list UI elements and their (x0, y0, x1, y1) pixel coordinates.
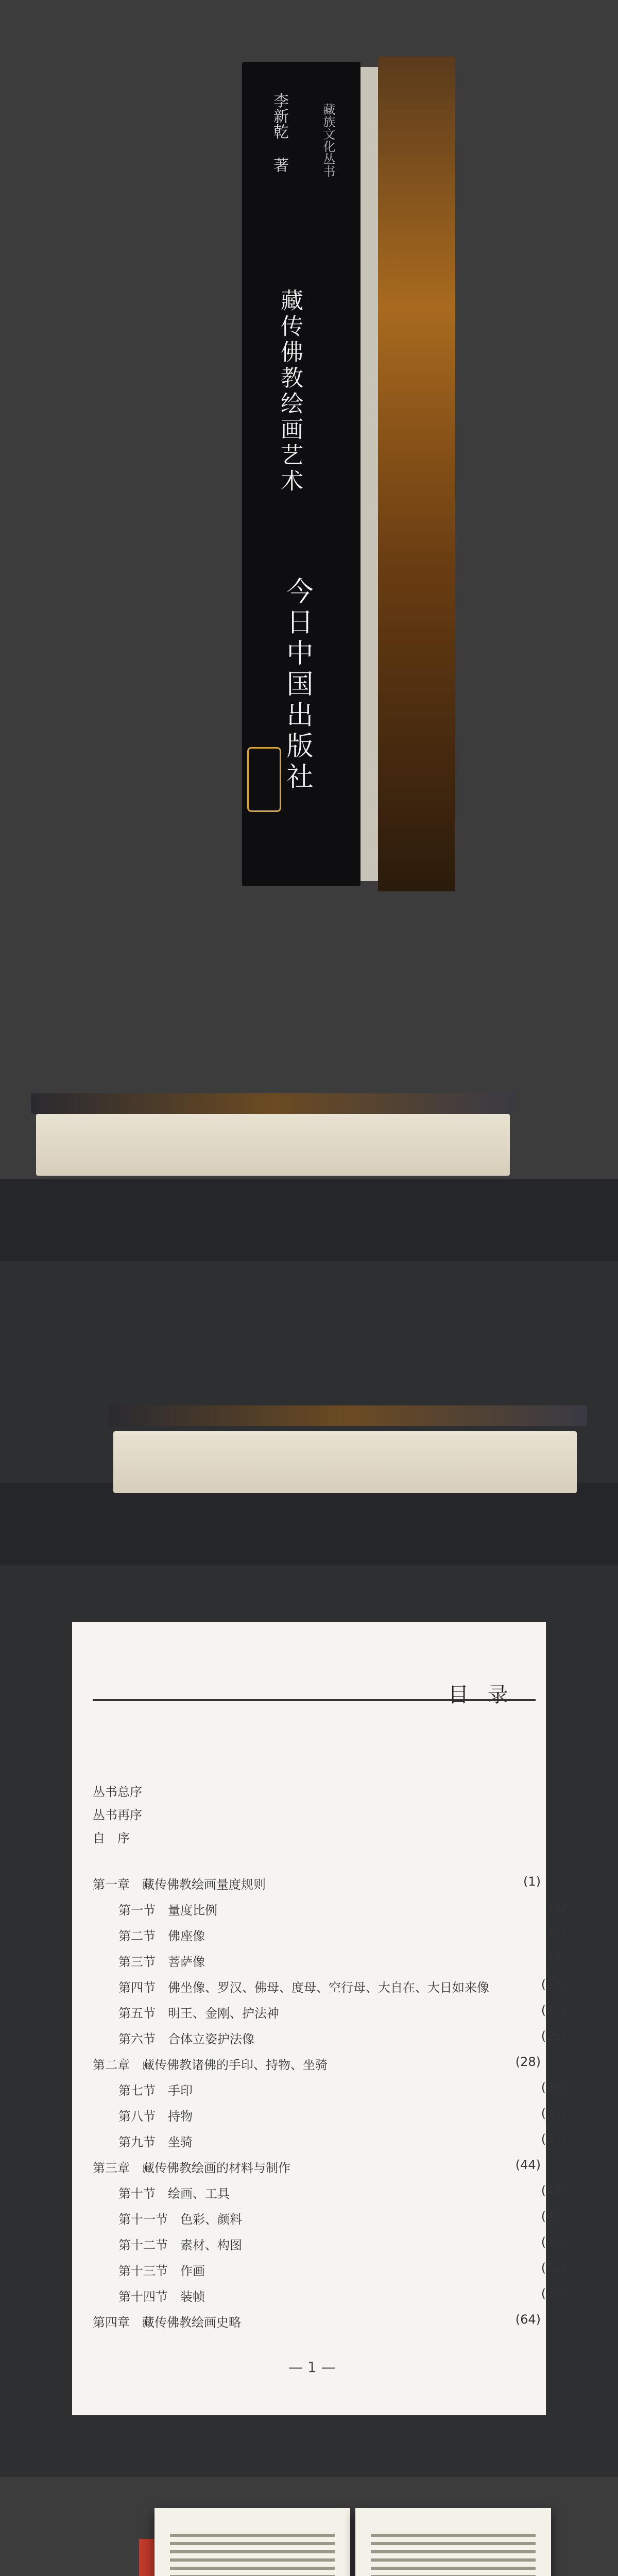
toc-entry (93, 1874, 541, 1892)
publisher-logo-icon (247, 747, 281, 812)
toc-entry-title: 第九节 坐骑 (118, 2135, 193, 2149)
toc-entry-page: (52) (541, 2261, 566, 2275)
toc-entry (93, 2055, 541, 2073)
toc-entry (118, 1926, 566, 1944)
book-pages (36, 1114, 510, 1176)
left-page (154, 2508, 350, 2576)
front-matter-1: 丛书总序 (93, 1785, 142, 1799)
toc-entry-title: 第十三节 作画 (118, 2264, 205, 2278)
toc-entry-page: (44) (515, 2158, 541, 2172)
toc-entry-title: 第八节 持物 (118, 2109, 193, 2124)
spine-publisher: 今日中国出版社 (282, 577, 313, 793)
open-book-photo-1 (0, 2477, 618, 2576)
toc-entry-title: 第六节 合体立姿护法像 (118, 2032, 254, 2046)
toc-entry (118, 1952, 566, 1970)
toc-entry-title: 第三节 菩萨像 (118, 1955, 205, 1969)
toc-entry-page: (29) (541, 2080, 566, 2095)
toc-entry (118, 2106, 566, 2124)
toc-entry (118, 2286, 566, 2304)
toc-entry (118, 1900, 566, 1918)
table-surface (0, 1179, 618, 1261)
book-cover-edge (108, 1405, 587, 1426)
front-matter-3: 自 序 (93, 1831, 130, 1845)
cover-edge (378, 57, 455, 891)
toc-entry-title: 第三章 藏传佛教绘画的材料与制作 (93, 2161, 290, 2175)
page-edge (360, 67, 378, 881)
toc-entry (118, 2132, 566, 2150)
toc-entry-page: (3) (549, 1952, 566, 1966)
toc-rule (93, 1699, 536, 1701)
toc-entry (118, 1977, 566, 1995)
toc-entry (118, 2029, 566, 2047)
table-surface (0, 1483, 618, 1565)
toc-entry-page: (48) (541, 2235, 566, 2249)
toc-entry-page: (44) (541, 2183, 566, 2198)
toc-entry-page: (37) (541, 2132, 566, 2146)
toc-entry-page: (33) (541, 2106, 566, 2121)
toc-entry-page: (1) (523, 1874, 541, 1889)
book-side-photo-1 (0, 959, 618, 1261)
toc-heading: 目 录 (448, 1683, 514, 1707)
toc-entry-title: 第二节 佛座像 (118, 1929, 205, 1943)
toc-entry-title: 第二章 藏传佛教诸佛的手印、持物、坐骑 (93, 2058, 328, 2072)
toc-entry (118, 2003, 566, 2021)
book-cover-edge (31, 1093, 515, 1114)
toc-entry-title: 第十二节 素材、构图 (118, 2238, 242, 2252)
right-page (355, 2508, 551, 2576)
toc-entry-title: 第七节 手印 (118, 2083, 193, 2098)
toc-entry-title: 第一节 量度比例 (118, 1903, 217, 1918)
toc-entry (93, 2158, 541, 2176)
toc-entry-title: 第十四节 装帧 (118, 2290, 205, 2304)
toc-entry-page: (2) (549, 1926, 566, 1940)
toc-entry-title: 第十节 绘画、工具 (118, 2187, 230, 2201)
toc-entry-title: 第四节 佛坐像、罗汉、佛母、度母、空行母、大自在、大日如来像 (118, 1980, 489, 1995)
toc-entry-page: (64) (515, 2312, 541, 2327)
toc-entry-page: (55) (541, 2286, 566, 2301)
book-pages (113, 1431, 577, 1493)
toc-entry-page: (46) (541, 2209, 566, 2224)
toc-entry (118, 2261, 566, 2279)
toc-photo (0, 1565, 618, 2477)
spine-photo (0, 0, 618, 959)
toc-entry-page: (21) (541, 2003, 566, 2018)
toc-entry-page: (25) (541, 2029, 566, 2043)
toc-entry-title: 第五节 明王、金刚、护法神 (118, 2006, 279, 2021)
toc-entry-title: 第四章 藏传佛教绘画史略 (93, 2315, 241, 2330)
toc-entry-page: (28) (515, 2055, 541, 2069)
toc-entry (118, 2209, 566, 2227)
toc-entry-title: 第一章 藏传佛教绘画量度规则 (93, 1877, 266, 1892)
page-folio: — 1 — (288, 2359, 336, 2376)
spine-title: 藏传佛教绘画艺术 (277, 289, 303, 495)
spine-author: 李新乾 著 (270, 93, 288, 173)
toc-entry-page: (1) (549, 1900, 566, 1914)
toc-entry (93, 2312, 541, 2330)
book-side-photo-2 (0, 1261, 618, 1565)
toc-entry-page: (15) (541, 1977, 566, 1992)
toc-entry-title: 第十一节 色彩、颜料 (118, 2212, 242, 2227)
toc-entry (118, 2080, 566, 2098)
spine-series: 藏族文化丛书 (321, 103, 335, 177)
toc-entry (118, 2235, 566, 2253)
front-matter-2: 丛书再序 (93, 1808, 142, 1822)
toc-entry (118, 2183, 566, 2201)
